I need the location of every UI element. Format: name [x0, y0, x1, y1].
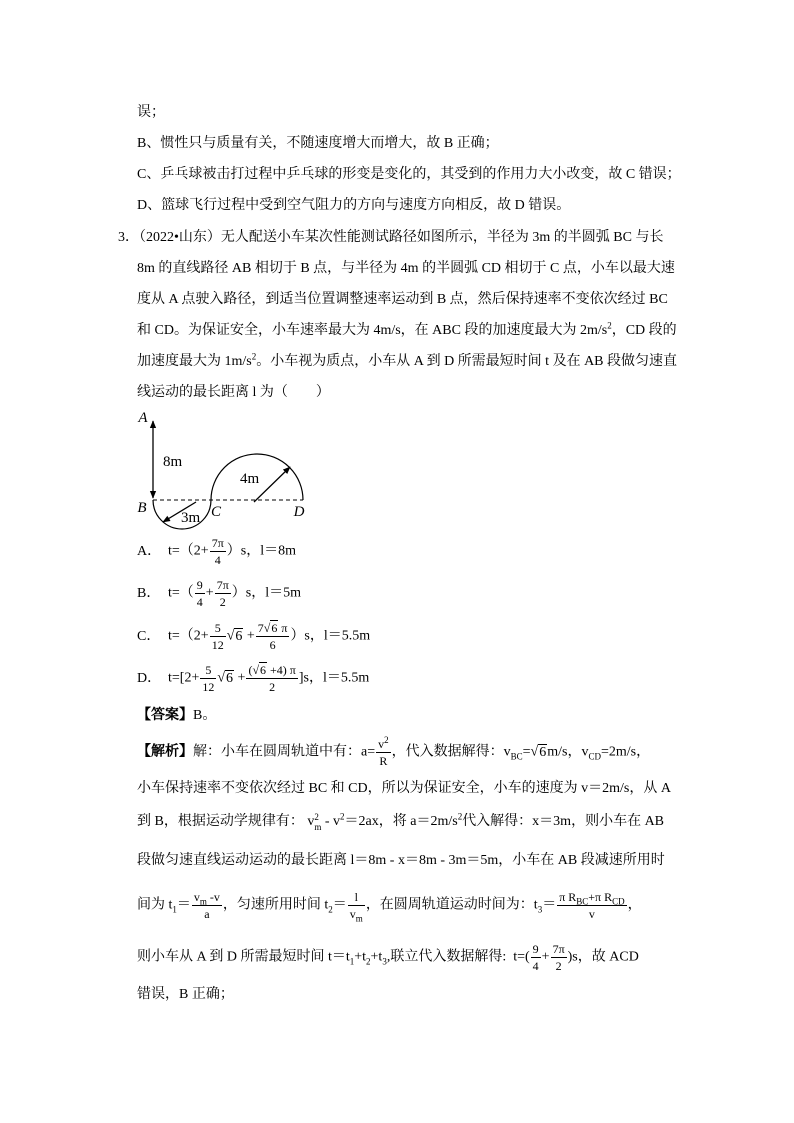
subscript: 2	[328, 904, 333, 915]
sqrt-radicand: 6	[260, 663, 267, 677]
exponent: 2	[607, 320, 612, 331]
analysis-text: ，	[627, 897, 642, 913]
question-text: 加速度最大为 1m/s	[137, 354, 252, 369]
question-number: 3．	[118, 230, 139, 245]
prev-solution-option-d: D、篮球飞行过程中受到空气阻力的方向与速度方向相反，故 D 错误。	[137, 198, 571, 213]
answer-tag: 【答案】	[137, 708, 193, 723]
option-a	[137, 536, 296, 567]
analysis-text: 则小车从 A 到 D 所需最短时间 t＝t	[137, 949, 350, 965]
numerator-text: π R	[559, 890, 577, 904]
variable: v	[349, 907, 356, 921]
question-line-5	[137, 352, 677, 372]
subscript: CD	[612, 896, 625, 907]
sqrt-symbol: √	[217, 670, 226, 686]
exponent: 2	[340, 811, 345, 822]
option-label: D．	[137, 670, 162, 686]
subscript: 3	[537, 904, 543, 915]
formula-text: t=（2+	[168, 628, 209, 644]
fraction	[192, 890, 222, 921]
analysis-text: ＝	[176, 897, 191, 913]
question-text: 和 CD。为保证安全，小车速率最大为 4m/s，在 ABC 段的加速度最大为 2m/s	[137, 323, 608, 338]
analysis-tag: 【解析】	[137, 744, 193, 760]
analysis-text: ＝	[542, 897, 557, 913]
analysis-line-3	[137, 812, 664, 832]
formula-text: ）s，l＝5m	[231, 585, 301, 601]
option-b	[137, 578, 301, 609]
subscript: BC	[510, 751, 523, 762]
fraction-numerator	[376, 737, 391, 753]
formula-text: +	[234, 670, 246, 686]
ab-length-label: 8m	[163, 454, 183, 470]
question-line-2: 8m 的直线路径 AB 相切于 B 点，与半径为 4m 的半圆弧 CD 相切于 C 点，小车以最大速	[137, 261, 675, 276]
fraction	[531, 942, 541, 973]
option-label: C．	[137, 628, 161, 644]
fraction-denominator	[348, 906, 365, 924]
fraction	[348, 890, 365, 924]
formula-text: +	[205, 585, 214, 601]
fraction	[246, 663, 297, 694]
analysis-text: ，匀速所用时间 t	[222, 897, 329, 913]
sqrt-symbol: √	[226, 628, 235, 644]
formula-text: +	[243, 628, 255, 644]
numerator-text: π	[278, 621, 288, 635]
formula-text: ）s，l＝5.5m	[290, 628, 371, 644]
analysis-text: ＝2ax，将 a＝2m/s	[344, 814, 458, 830]
option-d	[137, 663, 369, 694]
fraction	[551, 942, 567, 973]
fraction-numerator: 9	[196, 578, 203, 592]
subscript: m	[355, 913, 363, 924]
fraction-numerator: 9	[532, 942, 539, 956]
analysis-text: - v	[321, 814, 341, 830]
fraction-denominator: v	[588, 907, 595, 921]
analysis-line-6	[137, 942, 639, 973]
question-line-3: 度从 A 点驶入路径，到适当位置调整速率运动到 B 点，然后保持速率不变依次经过 BC	[137, 292, 668, 307]
fraction-numerator	[246, 663, 297, 679]
formula-text: t=（	[168, 585, 194, 601]
subscript: 2	[366, 956, 371, 967]
fraction-numerator: 5	[200, 663, 216, 679]
fraction-denominator: R	[379, 754, 388, 768]
path-diagram	[130, 405, 315, 535]
analysis-text: )s，故 ACD	[567, 949, 639, 965]
fraction	[557, 890, 626, 921]
prev-solution-option-b: B、惯性只与质量有关，不随速度增大而增大，故 B 正确；	[137, 136, 499, 151]
fraction-denominator: 2	[555, 959, 562, 973]
analysis-text: ，在圆周轨道运动时间为：t	[365, 897, 538, 913]
sqrt-radicand: 6	[226, 670, 234, 686]
fraction-denominator: 4	[214, 553, 221, 567]
subscript: CD	[588, 751, 601, 762]
subscript: m	[199, 896, 207, 907]
fraction-denominator: a	[204, 907, 210, 921]
exponent: 2	[384, 735, 389, 745]
point-b-label: B	[137, 500, 147, 516]
fraction-numerator: 7π	[552, 942, 565, 956]
bc-radius-label: 3m	[181, 510, 201, 526]
analysis-text: +t	[354, 949, 367, 965]
numerator-text: (	[248, 663, 253, 677]
numerator-text: 7	[257, 621, 264, 635]
sqrt-symbol: √	[530, 744, 539, 760]
analysis-text: =	[522, 744, 531, 760]
formula-text: ）s，l＝8m	[226, 543, 296, 559]
question-text: 。小车视为质点，小车从 A 到 D 所需最短时间 t 及在 AB 段做匀速直	[256, 354, 678, 369]
question-line-4	[137, 321, 677, 341]
question-line-1	[118, 228, 663, 248]
fraction-numerator: 5	[210, 621, 226, 637]
formula-text: t=（2+	[168, 543, 209, 559]
fraction-denominator: 12	[202, 680, 215, 694]
fraction-denominator: 4	[532, 959, 539, 973]
analysis-text: 到 B，根据运动学规律有： v	[137, 814, 315, 830]
fraction	[200, 663, 216, 694]
exponent: 2	[251, 351, 257, 362]
analysis-text: =2m/s，	[600, 744, 651, 760]
fraction-numerator: 7π	[216, 578, 229, 592]
numerator-text: +π R	[588, 890, 613, 904]
fraction-numerator: l	[348, 890, 365, 906]
analysis-line-5	[137, 890, 642, 924]
numerator-text: -v	[206, 890, 220, 904]
point-a-label: A	[138, 410, 148, 426]
fraction-denominator: 4	[196, 595, 203, 609]
fraction-numerator: 7π	[211, 536, 224, 550]
fraction-denominator: 2	[219, 595, 226, 609]
fraction	[256, 621, 290, 652]
point-c-label: C	[210, 504, 222, 520]
sqrt-radicand: 6	[271, 621, 278, 635]
analysis-text: +t	[370, 949, 383, 965]
analysis-text: ,联立代入数据解得: t=(	[386, 949, 530, 965]
sqrt-radicand: 6	[235, 628, 243, 644]
fraction-numerator	[256, 621, 290, 637]
question-text: （2022•山东）无人配送小车某次性能测试路径如图所示，半径为 3m 的半圆弧 BC 与长	[139, 230, 664, 245]
option-label: B．	[137, 585, 161, 601]
answer-line	[137, 706, 216, 726]
fraction	[376, 737, 391, 768]
analysis-text: 代入解得：x＝3m，则小车在 AB	[462, 814, 665, 830]
analysis-text: ＝	[332, 897, 347, 913]
analysis-line-4: 段做匀速直线运动运动的最长距离 l＝8m - x＝8m - 3m＝5m，小车在 AB 段减速所用时	[137, 853, 665, 868]
fraction-denominator: 2	[269, 680, 276, 694]
subscript: m	[314, 822, 322, 832]
formula-text: ]s，l＝5.5m	[298, 670, 370, 686]
fraction	[210, 621, 226, 652]
question-line-6: 线运动的最长距离 l 为（ ）	[137, 385, 330, 400]
fraction-denominator: 12	[211, 638, 224, 652]
analysis-text: m/s，v	[547, 744, 589, 760]
fraction	[215, 578, 231, 609]
question-text: ，CD 段的	[611, 323, 677, 338]
sqrt-symbol: √	[252, 663, 260, 677]
fraction	[210, 536, 226, 567]
numerator-text: +4) π	[267, 663, 296, 677]
fraction-denominator: 6	[269, 638, 276, 652]
option-c	[137, 621, 370, 652]
answer-text: B。	[193, 708, 217, 723]
cd-radius-arrow	[254, 467, 290, 502]
subscript: 1	[349, 956, 355, 967]
point-d-label: D	[293, 504, 305, 520]
subscript: 3	[382, 956, 387, 967]
subscript: BC	[576, 896, 589, 907]
fraction-numerator	[192, 890, 222, 906]
exponent: 2	[457, 811, 463, 822]
subscript: 1	[172, 904, 177, 915]
analysis-text: +	[541, 949, 550, 965]
analysis-text: 解：小车在圆周轨道中有：a=	[193, 744, 376, 760]
cd-radius-label: 4m	[240, 471, 260, 487]
fraction-numerator	[557, 890, 626, 906]
exponent: 2	[314, 812, 319, 822]
sqrt-radicand: 6	[539, 744, 547, 760]
prev-solution-line-1: 误；	[137, 105, 165, 120]
fraction	[195, 578, 205, 609]
variable: v	[378, 737, 385, 751]
analysis-line-2: 小车保持速率不变依次经过 BC 和 CD，所以为保证安全，小车的速度为 v＝2m/s，从 A	[137, 781, 671, 796]
sqrt-symbol: √	[263, 621, 271, 635]
analysis-text: ，代入数据解得：v	[391, 744, 511, 760]
option-label: A．	[137, 543, 162, 559]
analysis-line-1	[137, 737, 650, 768]
formula-text: t=[2+	[168, 670, 200, 686]
variable: v	[193, 890, 200, 904]
prev-solution-option-c: C、乒乓球被击打过程中乒乓球的形变是变化的，其受到的作用力大小改变，故 C 错误；	[137, 167, 681, 182]
analysis-text: 间为 t	[137, 897, 173, 913]
analysis-line-7: 错误，B 正确；	[137, 987, 234, 1002]
